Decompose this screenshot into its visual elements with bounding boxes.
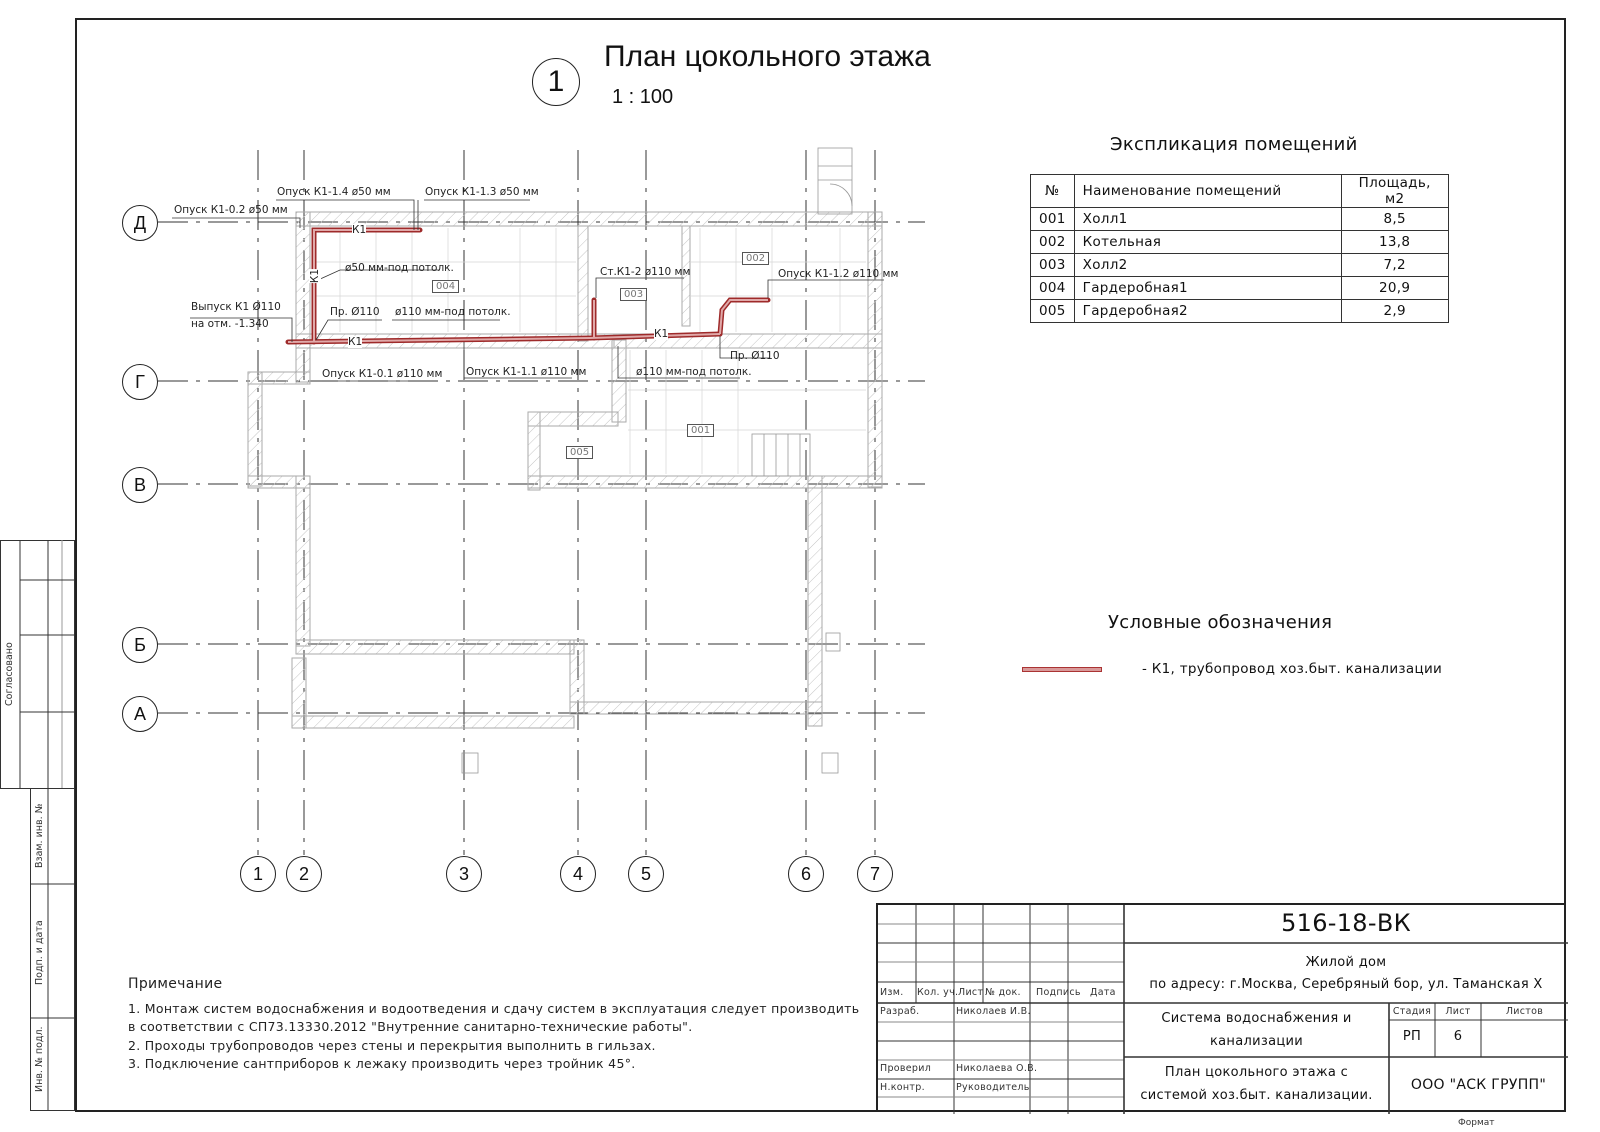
table-row (1031, 208, 1449, 231)
axis-col-7: 7 (857, 856, 893, 892)
label-d110-ceiling-right: ø110 мм-под потолк. (636, 366, 752, 378)
notes-title: Примечание (128, 976, 223, 992)
explication-table (1030, 174, 1449, 323)
label-pipe-k1: К1 (309, 268, 322, 284)
room-no: 002 (1031, 231, 1075, 254)
axis-col-2: 2 (286, 856, 322, 892)
table-row (1031, 277, 1449, 300)
side-label-inv-replace: Взам. инв. № (34, 803, 45, 868)
label-vypusk-line2: на отм. -1.340 (191, 318, 269, 330)
view-number-bubble: 1 (532, 58, 580, 106)
axis-col-1: 1 (240, 856, 276, 892)
label-vypusk-line1: Выпуск К1 Ø110 (191, 301, 281, 313)
label-opusk-k1-0-2: Опуск К1-0.2 ø50 мм (174, 204, 288, 216)
stamp-role: Проверил (880, 1063, 932, 1074)
notes-block (128, 975, 859, 1074)
axis-col-3: 3 (446, 856, 482, 892)
room-no: 004 (1031, 277, 1075, 300)
company-name: ООО "АСК ГРУПП" (1410, 1077, 1547, 1093)
room-tag-004: 004 (432, 280, 459, 293)
legend-item-label: - К1, трубопровод хоз.быт. канализации (1142, 661, 1443, 677)
stamp-header-kol: Кол. уч. (917, 987, 959, 998)
room-area: 8,5 (1341, 208, 1448, 231)
sheet-title-line2: системой хоз.быт. канализации. (1140, 1088, 1373, 1103)
legend-pipe-swatch (1022, 667, 1102, 672)
system-line1: Система водоснабжения и (1161, 1011, 1352, 1026)
label-pipe-k1: К1 (352, 224, 367, 236)
note-line: 3. Подключение сантприборов к лежаку производить через тройник 45°. (128, 1056, 636, 1071)
col-header-name: Наименование помещений (1074, 175, 1341, 208)
axis-row-V: В (122, 467, 158, 503)
room-name: Холл1 (1074, 208, 1341, 231)
axis-row-B: Б (122, 627, 158, 663)
sheet-value: 6 (1453, 1029, 1463, 1044)
room-no: 003 (1031, 254, 1075, 277)
table-row (1031, 254, 1449, 277)
side-label-sign-date: Подп. и дата (34, 920, 45, 985)
stage-label: Стадия (1392, 1006, 1432, 1017)
room-no: 001 (1031, 208, 1075, 231)
table-row (1031, 300, 1449, 323)
object-line1: Жилой дом (1305, 955, 1387, 970)
label-opusk-k1-0-1: Опуск К1-0.1 ø110 мм (322, 368, 443, 380)
legend-title: Условные обозначения (1108, 612, 1333, 633)
col-header-no: № (1031, 175, 1075, 208)
label-pr-110-right: Пр. Ø110 (730, 350, 780, 362)
title-block (876, 903, 1566, 1112)
sheet-title-line1: План цокольного этажа с (1164, 1065, 1349, 1080)
room-area: 20,9 (1341, 277, 1448, 300)
stage-value: РП (1402, 1029, 1422, 1044)
label-d110-ceiling: ø110 мм-под потолк. (395, 306, 511, 318)
stamp-header-doc: № док. (985, 987, 1021, 998)
axis-col-4: 4 (560, 856, 596, 892)
object-line2: по адресу: г.Москва, Серебряный бор, ул. Таманская Х (1149, 977, 1543, 992)
note-line: в соответствии с СП73.13330.2012 "Внутренние санитарно-технические работы". (128, 1019, 693, 1034)
stamp-header-sign: Подпись (1036, 987, 1081, 998)
room-name: Гардеробная2 (1074, 300, 1341, 323)
stamp-header-izm: Изм. (880, 987, 904, 998)
format-label: Формат (1458, 1118, 1495, 1128)
label-opusk-k1-1-4: Опуск К1-1.4 ø50 мм (277, 186, 391, 198)
note-line: 2. Проходы трубопроводов через стены и перекрытия выполнить в гильзах. (128, 1037, 656, 1053)
side-label-agreed: Согласовано (4, 642, 15, 706)
label-pipe-k1: К1 (348, 336, 363, 348)
axis-row-D: Д (122, 205, 158, 241)
room-name: Гардеробная1 (1074, 277, 1341, 300)
label-st-k1-2: Ст.К1-2 ø110 мм (600, 266, 691, 278)
room-no: 005 (1031, 300, 1075, 323)
document-code: 516-18-ВК (1281, 909, 1411, 937)
room-tag-002: 002 (742, 252, 769, 265)
label-pr-110: Пр. Ø110 (330, 306, 380, 318)
stamp-person: Руководитель (956, 1082, 1030, 1093)
note-line: 1. Монтаж систем водоснабжения и водоотведения и сдачу систем в эксплуатация следует производить (128, 1000, 860, 1016)
label-opusk-k1-1-2: Опуск К1-1.2 ø110 мм (778, 268, 899, 280)
col-header-area: Площадь, м2 (1341, 175, 1448, 208)
axis-col-5: 5 (628, 856, 664, 892)
stamp-role: Н.контр. (880, 1082, 925, 1093)
label-opusk-k1-1-3: Опуск К1-1.3 ø50 мм (425, 186, 539, 198)
side-label-inv-orig: Инв. № подл. (34, 1026, 45, 1092)
room-tag-001: 001 (687, 424, 714, 437)
stamp-header-date: Дата (1090, 987, 1116, 998)
room-name: Котельная (1074, 231, 1341, 254)
sheets-label: Листов (1505, 1006, 1544, 1017)
axis-row-G: Г (122, 364, 158, 400)
stamp-header-list: Лист (958, 987, 984, 998)
explication-title: Экспликация помещений (1110, 134, 1358, 155)
label-d50-ceiling: ø50 мм-под потолк. (345, 262, 454, 274)
stamp-person: Николаева О.В. (956, 1063, 1038, 1074)
drawing-title: План цокольного этажа (604, 40, 931, 73)
stamp-person: Николаев И.В. (956, 1006, 1031, 1017)
system-line2: канализации (1210, 1034, 1303, 1049)
room-tag-003: 003 (620, 288, 647, 301)
room-name: Холл2 (1074, 254, 1341, 277)
drawing-scale: 1 : 100 (612, 86, 674, 108)
axis-row-A: А (122, 696, 158, 732)
sheet-label: Лист (1445, 1006, 1471, 1017)
label-pipe-k1: К1 (654, 328, 669, 340)
room-area: 13,8 (1341, 231, 1448, 254)
table-row (1031, 231, 1449, 254)
room-area: 7,2 (1341, 254, 1448, 277)
label-opusk-k1-1-1: Опуск К1-1.1 ø110 мм (466, 366, 587, 378)
room-tag-005: 005 (566, 446, 593, 459)
room-area: 2,9 (1341, 300, 1448, 323)
axis-col-6: 6 (788, 856, 824, 892)
stamp-role: Разраб. (880, 1006, 920, 1017)
